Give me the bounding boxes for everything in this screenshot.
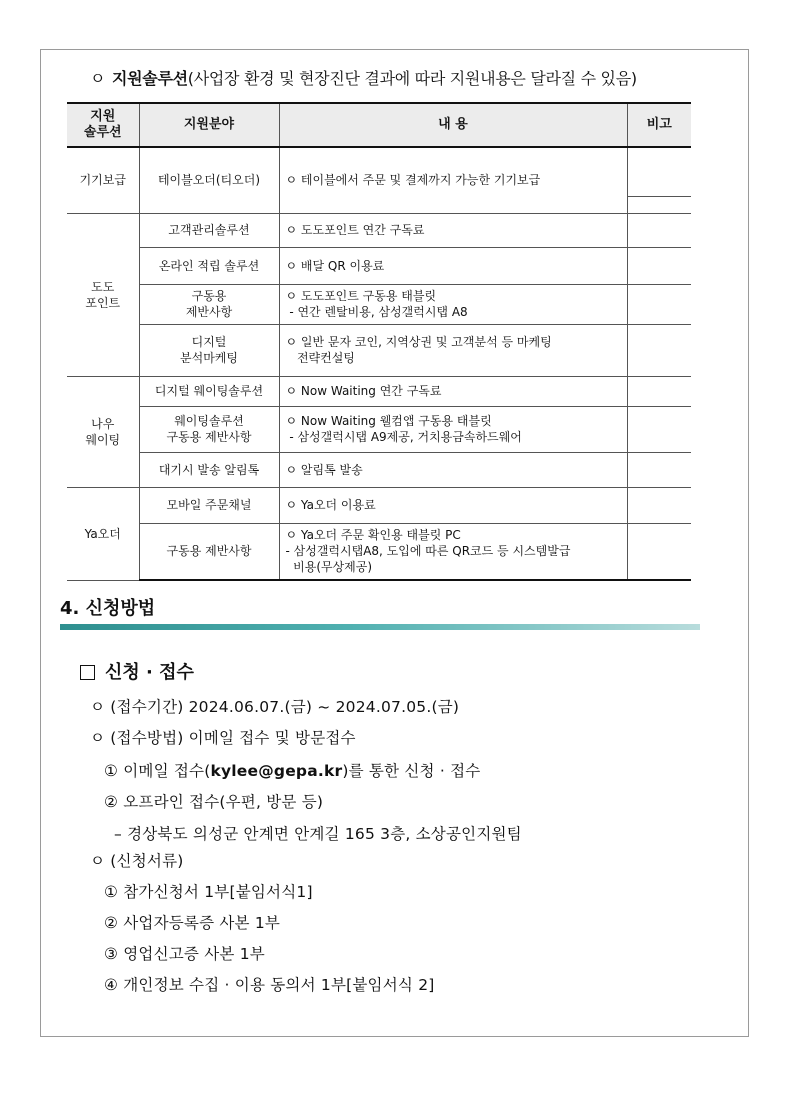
field-label: 디지털 웨이팅솔루션: [154, 384, 264, 398]
bullet-marker: ㅇ: [90, 69, 106, 88]
content-line: ㅇ Ya오더 이용료: [285, 498, 376, 512]
group-label: 포인트: [85, 295, 121, 310]
section-4-title: 4. 신청방법: [60, 598, 156, 619]
note-cell: [627, 487, 691, 523]
apply-offline: ② 오프라인 접수(우편, 방문 등): [104, 793, 324, 811]
intro-title: 지원솔루션: [112, 69, 188, 88]
note-cell: [627, 284, 691, 324]
doc-item: ② 사업자등록증 사본 1부: [104, 914, 281, 932]
content-line: 전략컨설팅: [285, 351, 355, 365]
field-label: 테이블오더(티오더): [157, 173, 261, 188]
table-row: [67, 376, 691, 406]
note-cell: [627, 376, 691, 406]
content-cell: [279, 487, 627, 523]
content-line: ㅇ Ya오더 주문 확인용 태블릿 PC: [285, 528, 461, 543]
field-label: 구동용 제반사항: [166, 544, 252, 559]
group-device: [67, 147, 139, 213]
field-cell: [139, 487, 279, 523]
content-line: 비용(무상제공): [285, 560, 373, 575]
doc-item: ① 참가신청서 1부[붙임서식1]: [104, 883, 313, 901]
support-solution-table: [67, 102, 691, 581]
content-cell: [279, 324, 627, 376]
content-line: ㅇ Now Waiting 연간 구독료: [285, 384, 442, 398]
group-label: Ya오더: [84, 526, 121, 541]
group-label: 나우: [91, 416, 115, 431]
content-line: ㅇ 알림톡 발송: [285, 462, 363, 477]
content-line: ㅇ Now Waiting 웰컴앱 구동용 태블릿: [285, 414, 492, 428]
content-line: ㅇ 테이블에서 주문 및 결제까지 가능한 기기보급: [285, 173, 541, 188]
table-row: [67, 284, 691, 324]
content-cell: [279, 284, 627, 324]
note-cell: [627, 247, 691, 284]
intro-note: (사업장 환경 및 현장진단 결과에 따라 지원내용은 달라질 수 있음): [187, 69, 637, 88]
apply-email: ① 이메일 접수(kylee@gepa.kr)를 통한 신청 · 접수: [104, 762, 481, 780]
group-now-waiting: [67, 376, 139, 487]
content-cell: [279, 213, 627, 247]
field-cell: [139, 452, 279, 487]
content-line: ㅇ 도도포인트 연간 구독료: [285, 223, 425, 237]
field-cell: [139, 406, 279, 452]
header-label: 지원: [90, 109, 116, 124]
field-cell: [139, 523, 279, 580]
doc-item: ④ 개인정보 수집 · 이용 동의서 1부[붙임서식 2]: [104, 976, 435, 994]
field-cell: [139, 284, 279, 324]
table-row: [67, 247, 691, 284]
note-cell: [627, 213, 691, 247]
header-solution: [67, 103, 139, 147]
content-cell: [279, 147, 627, 213]
docs-title: ㅇ (신청서류): [90, 852, 184, 870]
header-field: [139, 103, 279, 147]
header-content: [279, 103, 627, 147]
content-line: - 연간 렌탈비용, 삼성갤럭시탭 A8: [285, 305, 468, 319]
note-cell: [627, 324, 691, 376]
field-cell: [139, 376, 279, 406]
content-cell: [279, 247, 627, 284]
section-divider-bar: [60, 624, 700, 630]
note-cell: [627, 147, 691, 213]
header-label: 지원분야: [183, 117, 235, 132]
email-link[interactable]: kylee@gepa.kr: [210, 762, 343, 780]
field-cell: [139, 147, 279, 213]
header-label: 내 용: [438, 117, 468, 132]
field-label: 웨이팅솔루션: [174, 414, 244, 428]
doc-item: ③ 영업신고증 사본 1부: [104, 945, 265, 963]
field-cell: [139, 324, 279, 376]
table-row: [67, 452, 691, 487]
apply-period: ㅇ (접수기간) 2024.06.07.(금) ~ 2024.07.05.(금): [90, 698, 460, 716]
field-label: 구동용 제반사항: [166, 430, 252, 444]
field-label: 온라인 적립 솔루션: [158, 258, 260, 273]
content-cell: [279, 376, 627, 406]
field-cell: [139, 213, 279, 247]
apply-heading: 신청 · 접수: [80, 658, 194, 684]
apply-method: ㅇ (접수방법) 이메일 접수 및 방문접수: [90, 729, 356, 747]
group-dodo-point: [67, 213, 139, 376]
field-label: 대기시 발송 알림톡: [158, 462, 260, 477]
field-label: 제반사항: [185, 305, 233, 319]
square-bullet-icon: [80, 665, 95, 680]
note-cell: [627, 523, 691, 580]
table-row: [67, 147, 691, 213]
content-cell: [279, 406, 627, 452]
header-label: 비고: [646, 117, 672, 132]
note-cell: [627, 452, 691, 487]
content-line: ㅇ 일반 문자 코인, 지역상권 및 고객분석 등 마케팅: [285, 335, 552, 349]
table-row: [67, 213, 691, 247]
group-ya-order: [67, 487, 139, 580]
note-cell: [627, 406, 691, 452]
content-line: ㅇ 도도포인트 구동용 태블릿: [285, 289, 437, 303]
table-row: [67, 324, 691, 376]
table-row: [67, 523, 691, 580]
field-cell: [139, 247, 279, 284]
header-label: 솔루션: [83, 125, 122, 140]
group-label: 기기보급: [79, 173, 126, 188]
support-solution-intro: [90, 66, 637, 89]
table-row: [67, 406, 691, 452]
table-header-row: [67, 103, 691, 147]
field-label: 고객관리솔루션: [168, 223, 250, 237]
field-label: 모바일 주문채널: [166, 498, 252, 512]
field-label: 디지털: [191, 335, 227, 349]
table-row: [67, 487, 691, 523]
field-label: 구동용: [191, 289, 227, 303]
group-label: 도도: [91, 279, 115, 294]
content-cell: [279, 523, 627, 580]
header-note: [627, 103, 691, 147]
apply-address: – 경상북도 의성군 안계면 안계길 165 3층, 소상공인지원팀: [114, 825, 522, 843]
content-cell: [279, 452, 627, 487]
content-line: - 삼성갤럭시탭 A9제공, 거치용금속하드웨어: [285, 430, 522, 444]
content-line: ㅇ 배달 QR 이용료: [285, 258, 385, 273]
content-line: - 삼성갤럭시탭A8, 도입에 따른 QR코드 등 시스템발급: [285, 544, 571, 559]
field-label: 분석마케팅: [180, 351, 238, 365]
group-label: 웨이팅: [85, 432, 121, 447]
